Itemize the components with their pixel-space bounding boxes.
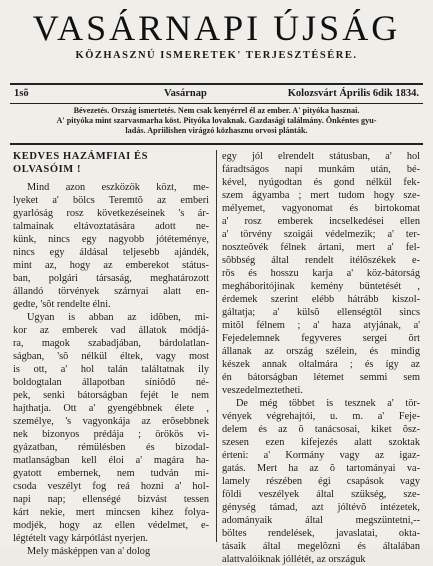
article-text-line: modjék, hogy az ellen védelmet, e- bbox=[13, 520, 209, 531]
article-text-line: szesen ezen kifejezés alatt szoktak bbox=[222, 437, 420, 448]
article-text-line: gyázatban, rémülésben és bizodal- bbox=[13, 442, 209, 453]
article-text-line: kárt nekie, mert mincsen kihez folya- bbox=[13, 507, 209, 518]
article-text-line: nek bizonyos prédája ; örökös vi- bbox=[13, 429, 209, 440]
article-text-line: talmainak eltávoztatására adott ne- bbox=[13, 221, 209, 232]
article-text-line: matlanságban kell éloi a' magára ha- bbox=[13, 455, 209, 466]
article-text-line: Ugyan is abban az idõben, mi- bbox=[27, 312, 209, 323]
article-text-line: génység támad, azt jóltévõ intézetek, bbox=[222, 502, 420, 513]
article-text-line: sõbbség által rendelt itélõszékek e- bbox=[222, 255, 420, 266]
article-text-line: vények végrehajtói, u. m. a' Feje- bbox=[222, 411, 420, 422]
contents-line: Bévezetés. Ország ismertetés. Nem csak kenyérrel él az ember. A' pityóka hasznai. bbox=[73, 106, 360, 115]
newspaper-subtitle: KÖZHASZNÚ ISMERETEK' TERJESZTÉSÉRE. bbox=[75, 50, 358, 61]
article-text-line: érteni: a' Kormány vagy az igaz- bbox=[222, 450, 420, 461]
article-text-line: én bátorságban létemet semmi sem bbox=[222, 372, 420, 383]
article-text-line: Mind azon eszközök közt, me- bbox=[27, 182, 209, 193]
article-text-line: lamely részében égi csapások vagy bbox=[222, 476, 420, 487]
article-text-line: ságban, 'sõ nélkül éltek, vagy most bbox=[13, 351, 209, 362]
article-text-line: gyarlóság rosz következéseinek 's ár- bbox=[13, 208, 209, 219]
article-text-line: csoda veszélyt fog reá hozni a' hol- bbox=[13, 481, 209, 492]
article-text-line: a' rosz emberek incselkedései ellen bbox=[222, 216, 420, 227]
article-text-line: megháboritójinak kemény büntetését , bbox=[222, 281, 420, 292]
article-text-line: kor az emberek vad állatok módjá- bbox=[13, 325, 209, 336]
article-right-column bbox=[222, 150, 420, 566]
contents-line: ladás. Apriilishen virágzó közhasznu orvosi plánták. bbox=[125, 126, 308, 135]
article-text-line: légtételt vagy kárpótlást nyerjen. bbox=[13, 533, 148, 544]
article-text-line: pek, senki bátorságban fejét le nem bbox=[13, 390, 209, 401]
article-heading: KEDVES HAZÁMFIAI ÉS OLVASÓIM ! bbox=[13, 151, 149, 175]
article-text-line: gyatott embernek, nem tudván mi- bbox=[13, 468, 209, 479]
article-text-line: hajthatja. Ott a' gyengébbnek élete , bbox=[13, 403, 209, 414]
article-text-line: egy jól elrendelt státusban, a' hol bbox=[222, 151, 420, 162]
table-of-contents bbox=[22, 106, 411, 136]
article-text-line: állandó törvények szárnyai alatt en- bbox=[13, 286, 209, 297]
article-text-line: künk, nincs egy nagyobb jótéteménye, bbox=[13, 234, 209, 245]
article-text-line: gatás. Mert ha az õ tartományai va- bbox=[222, 463, 420, 474]
article-text-line: delem és az õ tanácsosai, kiket õsz- bbox=[222, 424, 420, 435]
article-text-line: tásaik által megelõzni és általában bbox=[222, 541, 420, 552]
article-left-column bbox=[13, 150, 209, 558]
article-text-line: személye, 's vagyonkája az erõsebbnek bbox=[13, 416, 209, 427]
article-text-line: böltes rendelések, javaslatai, okta- bbox=[222, 528, 420, 539]
newspaper-title: VASÁRNAPI ÚJSÁG bbox=[32, 8, 401, 48]
article-text-line: is ott, a' hol talán találtatnak ily bbox=[13, 364, 209, 375]
article-text-line: boldogtalan állapotban síniõdõ né- bbox=[13, 377, 209, 388]
place-date: Kolozsvárt Április 6dik 1834. bbox=[287, 88, 419, 99]
article-text-line: De még többet is tesznek a' tör- bbox=[236, 398, 420, 409]
article-text-line: érdemek szerint elébb hátrább kiszol- bbox=[222, 294, 420, 305]
article-text-line: rõs és hosszu karja a' köz-bátorság bbox=[222, 268, 420, 279]
article-text-line: noszteõvék félnek ártani, mert a' fel- bbox=[222, 242, 420, 253]
article-text-line: alattvalóiknak jóllétét, az országuk bbox=[222, 554, 366, 565]
article-text-line: Fejedelemnek fegyveres sergei õrt bbox=[222, 333, 420, 344]
day-label: Vasárnap bbox=[164, 88, 207, 99]
masthead bbox=[0, 8, 433, 61]
article-text-line: gáltatja; a' külsõ ellenségtöl sincs bbox=[222, 307, 420, 318]
article-text-line: ban, polgári társaság, meghatározott bbox=[13, 273, 209, 284]
dateline-rule bbox=[10, 103, 423, 104]
article-text-line: állanak az ország szélein, és mindig bbox=[222, 346, 420, 357]
article-text-line: a' törvény szoigái védelmezik; a' ter- bbox=[222, 229, 420, 240]
contents-line: A' pityóka mint szarvasmarha köst. Pityóka lovaknak. Gazdasági találmány. Önkéntes gyu- bbox=[56, 116, 377, 125]
article-text-line: Mely másképpen van a' dolog bbox=[27, 546, 151, 557]
article-text-line: ra, magok szabadjában, bárdolatlan- bbox=[13, 338, 209, 349]
article-text-line: mitõl félnem ; a' haza atyjának, a' bbox=[222, 320, 420, 331]
issue-number: 1sõ bbox=[14, 88, 29, 99]
article-text-line: nincs egy áldásal teljesebb ajándék, bbox=[13, 247, 209, 258]
article-text-line: veszedelmeztetheti. bbox=[222, 385, 303, 396]
article-text-line: lyeket a' bölcs Teremtõ az emberi bbox=[13, 195, 209, 206]
article-text-line: adományaik által megszüntetni,-- bbox=[222, 515, 420, 526]
dateline bbox=[14, 88, 419, 102]
article-text-line: kével, nyúgodtan és gond nélkül fek- bbox=[222, 177, 420, 188]
contents-rule bbox=[10, 143, 423, 145]
article-text-line: szem ágyamba ; mert tudom hogy sze- bbox=[222, 190, 420, 201]
article-text-line: mint az, hogy az emberekot státus- bbox=[13, 260, 209, 271]
column-divider bbox=[216, 150, 217, 542]
article-text-line: földi veszélyek által szükség, sze- bbox=[222, 489, 420, 500]
article-text-line: készek annak oltalmára ; és így az bbox=[222, 359, 420, 370]
article-text-line: mélyemet, vagyonomat és birtokomat bbox=[222, 203, 420, 214]
top-rule bbox=[10, 83, 423, 85]
article-text-line: napi nap; ellenségé bizvást tessen bbox=[13, 494, 209, 505]
article-text-line: fáradtságos napi munkám után, bé- bbox=[222, 164, 420, 175]
article-text-line: gedte, 'sõt rendelte élni. bbox=[13, 299, 111, 310]
